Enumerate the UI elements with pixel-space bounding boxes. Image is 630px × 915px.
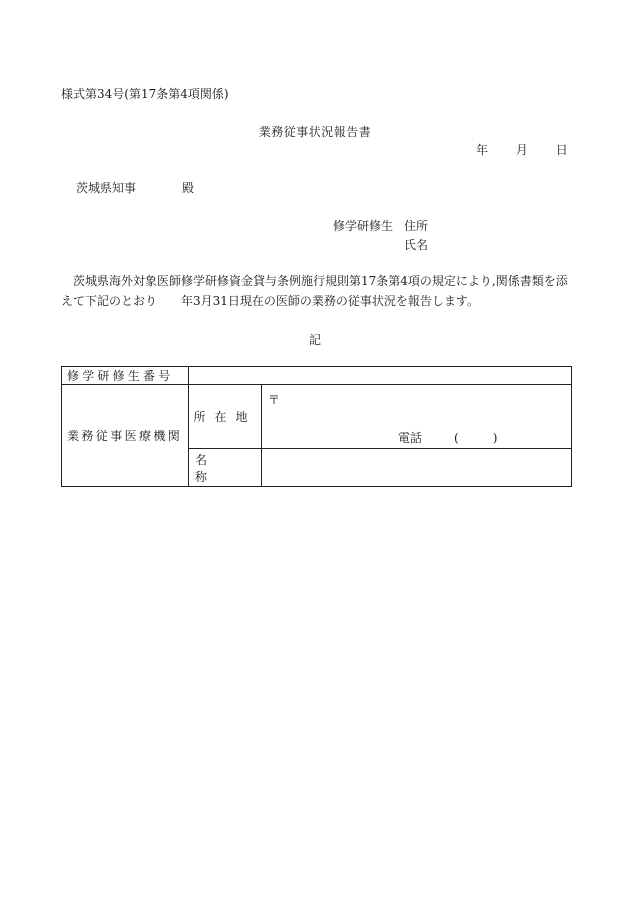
date-month-label: 月 [515, 143, 528, 157]
institution-location-row [62, 385, 572, 449]
ki-heading: 記 [308, 333, 321, 347]
name-label-b: 称 [195, 469, 208, 484]
form-number: 様式第34号(第17条第4項関係) [61, 87, 229, 101]
location-field[interactable] [262, 385, 572, 449]
applicant-name-label: 氏名 [404, 238, 429, 252]
phone-close-paren: ) [492, 431, 498, 445]
postal-mark: 〒 [268, 393, 281, 407]
location-label: 所在地 [189, 385, 262, 449]
student-number-label: 修学研修生番号 [62, 367, 189, 385]
phone-open-paren: ( [454, 431, 459, 445]
date-line [476, 141, 568, 158]
applicant-address-label: 住所 [404, 219, 429, 233]
body-paragraph [61, 271, 575, 311]
institution-name-label [189, 449, 262, 487]
institution-name-field[interactable] [262, 449, 572, 487]
student-number-field[interactable] [189, 367, 572, 385]
report-table [61, 366, 572, 487]
phone-line [398, 429, 497, 446]
addressee [76, 179, 194, 196]
addressee-name: 茨城県知事 [76, 181, 137, 195]
name-label-a: 名 [195, 452, 208, 467]
institution-label: 業務従事医療機関 [62, 385, 189, 487]
body-text: 茨城県海外対象医師修学研修資金貸与条例施行規則第17条第4項の規定により,関係書類を添えて下記のとおり 年3月31日現在の医師の業務の従事状況を報告します。 [61, 274, 568, 308]
phone-label: 電話 [398, 431, 423, 445]
document-title: 業務従事状況報告書 [258, 125, 372, 139]
addressee-honorific: 殿 [182, 181, 195, 195]
applicant-role: 修学研修生 [333, 219, 394, 233]
date-year-label: 年 [476, 143, 489, 157]
date-day-label: 日 [555, 143, 568, 157]
student-number-row [62, 367, 572, 385]
